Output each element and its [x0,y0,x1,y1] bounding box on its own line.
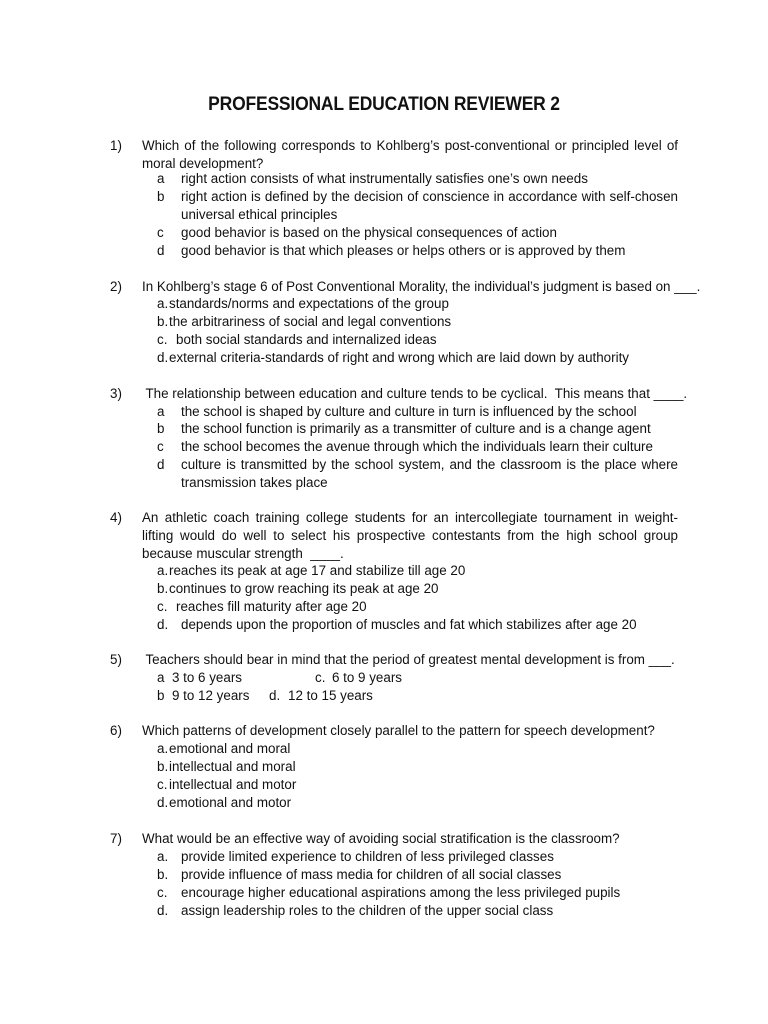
question-5-option-a-label: a [157,670,165,685]
option-text: provide influence of mass media for children of all social classes [181,867,562,882]
question-5-option-a-text: 3 to 6 years [172,670,242,685]
option-label: a. [157,849,169,864]
question-number: 6) [110,723,122,738]
question-5-option-d-text: 12 to 15 years [288,688,373,703]
question-number: 1) [110,138,122,153]
option-text: external criteria-standards of right and wrong which are laid down by authority [169,350,629,365]
option-text: emotional and moral [169,741,291,756]
option-label: b. [157,867,169,882]
option-text: continues to grow reaching its peak at age 20 [169,581,439,596]
question-number: 3) [110,386,122,401]
option-text: the school is shaped by culture and culture in turn is influenced by the school [181,404,637,419]
option-label: a. [157,563,169,578]
option-text: right action consists of what instrumentally satisfies one’s own needs [181,171,588,186]
question-5-option-d-label: d. [269,688,281,703]
option-text: the school becomes the avenue through which the individuals learn their culture [181,439,653,454]
option-text: provide limited experience to children of less privileged classes [181,849,554,864]
option-label: b. [157,759,169,774]
option-label: d. [157,350,169,365]
option-label: d. [157,617,169,632]
question-number: 2) [110,279,122,294]
question-5-option-b-text: 9 to 12 years [172,688,250,703]
option-text: intellectual and moral [169,759,296,774]
option-text: good behavior is that which pleases or helps others or is approved by them [181,243,626,258]
question-5-option-c-text: 6 to 9 years [332,670,402,685]
option-text: standards/norms and expectations of the group [169,296,449,311]
question-text: The relationship between education and culture tends to be cyclical. This means that ____. [142,386,688,401]
question-text: In Kohlberg’s stage 6 of Post Conventional Morality, the individual’s judgment is based on ___. [142,279,701,294]
option-text: depends upon the proportion of muscles and fat which stabilizes after age 20 [181,617,637,632]
option-label: a [157,404,165,419]
option-label: a. [157,741,169,756]
option-text: emotional and motor [169,795,292,810]
option-text: the school function is primarily as a transmitter of culture and is a change agent [181,421,651,436]
option-text: the arbitrariness of social and legal conventions [169,314,452,329]
question-text: What would be an effective way of avoiding social stratification is the classroom? [142,831,620,846]
option-label: c. [157,332,168,347]
question-number: 4) [110,510,122,525]
option-text: encourage higher educational aspirations among the less privileged pupils [181,885,621,900]
option-text: reaches fill maturity after age 20 [176,599,367,614]
option-label: c [157,439,164,454]
option-label: d. [157,795,169,810]
option-label: c. [157,885,168,900]
option-label: a [157,171,165,186]
question-text: Which of the following corresponds to Kohlberg’s post-conventional or principled level of moral development? [142,138,678,171]
option-label: c [157,225,164,240]
option-label: a. [157,296,169,311]
question-text: Which patterns of development closely parallel to the pattern for speech development? [142,723,655,738]
question-number: 5) [110,652,122,667]
option-label: b [157,189,165,204]
option-text: culture is transmitted by the school system, and the classroom is the place where transmission takes place [181,457,678,490]
option-label: b. [157,581,169,596]
option-text: assign leadership roles to the children of the upper social class [181,903,554,918]
option-text: good behavior is based on the physical consequences of action [181,225,557,240]
option-text: intellectual and motor [169,777,297,792]
question-text: An athletic coach training college students for an intercollegiate tournament in weight-lifting would do well to select his prospective contestants from the high school group because muscular strength ____. [142,510,682,561]
option-label: c. [157,599,168,614]
option-text: both social standards and internalized ideas [176,332,437,347]
option-label: d [157,457,165,472]
question-5-option-b-label: b [157,688,165,703]
question-number: 7) [110,831,122,846]
option-text: reaches its peak at age 17 and stabilize till age 20 [169,563,466,578]
option-label: d [157,243,165,258]
question-5-option-c-label: c. [315,670,326,685]
option-label: b [157,421,165,436]
option-text: right action is defined by the decision of conscience in accordance with self-chosen universal ethical principles [181,189,678,222]
option-label: c. [157,777,168,792]
option-label: d. [157,903,169,918]
option-label: b. [157,314,169,329]
question-text: Teachers should bear in mind that the period of greatest mental development is from ___. [142,652,675,667]
page-title: PROFESSIONAL EDUCATION REVIEWER 2 [208,94,560,115]
